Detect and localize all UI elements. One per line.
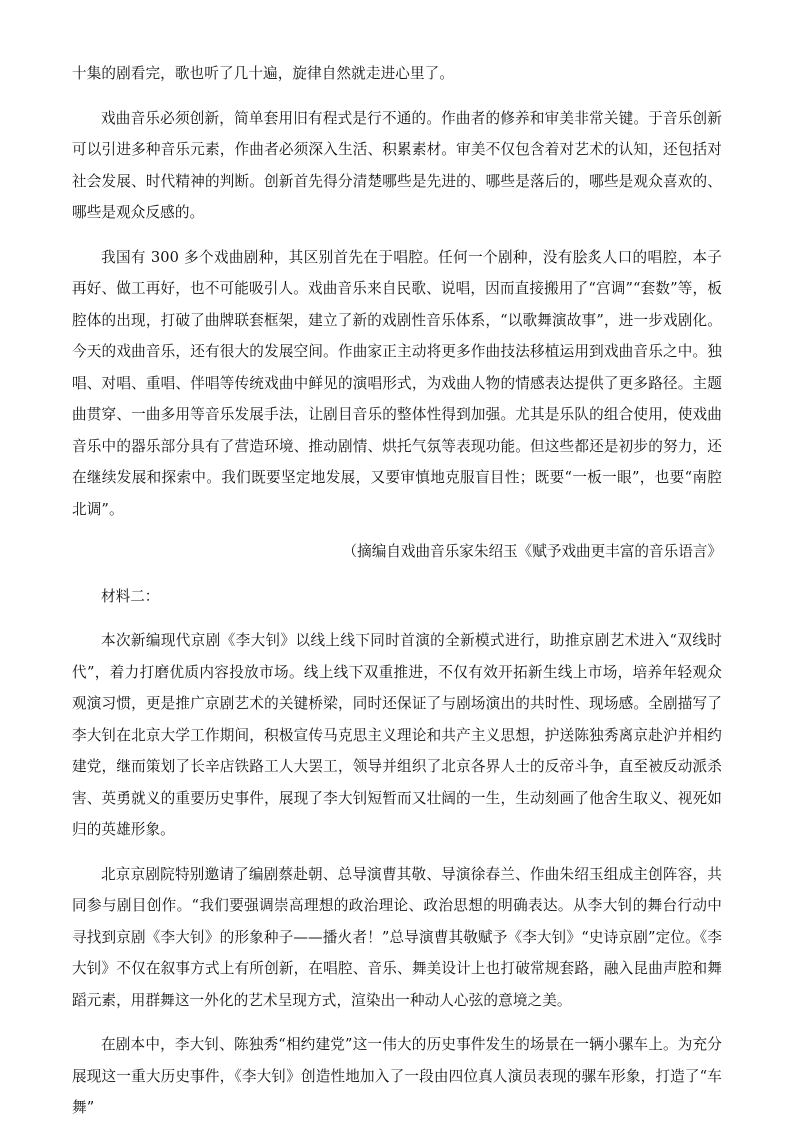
paragraph-creative-team: 北京京剧院特别邀请了编剧蔡赴朝、总导演曹其敬、导演徐春兰、作曲朱绍玉组成主创阵容，共同参与剧目创作。“我们要强调崇高理想的政治理论、政治思想的明确表达。从李大钊的舞台行动中寻找到京剧《李大钊》的形象种子——播火者！”总导演曹其敬赋予《李大钊》“史诗京剧”定位。《李大钊》不仅在叙事方式上有所创新，在唱腔、音乐、舞美设计上也打破常规套路，融入昆曲声腔和舞蹈元素，用群舞这一外化的艺术呈现方式，渲染出一种动人心弦的意境之美。	[72, 865, 722, 1009]
material-two-heading: 材料二：	[101, 587, 160, 605]
paragraph-carriage-dance: 在剧本中，李大钊、陈独秀“相约建党”这一伟大的历史事件发生的场景在一辆小骡车上。为充分展现这一重大历史事件，《李大钊》创造性地加入了一段由四位真人演员表现的骡车形象，打造了“车舞”	[72, 1036, 722, 1116]
paragraph-innovation: 戏曲音乐必须创新，简单套用旧有程式是行不通的。作曲者的修养和审美非常关键。于音乐创新可以引进多种音乐元素，作曲者必须深入生活、积累素材。审美不仅包含着对艺术的认知，还包括对社会发展、时代精神的判断。创新首先得分清楚哪些是先进的、哪些是落后的，哪些是观众喜欢的、哪些是观众反感的。	[72, 109, 722, 221]
source-citation: （摘编自戏曲音乐家朱绍玉《赋予戏曲更丰富的音乐语言》	[342, 543, 722, 560]
paragraph-li-dazhao-premiere: 本次新编现代京剧《李大钊》以线上线下同时首演的全新模式进行，助推京剧艺术进入“双线时代”，着力打磨优质内容投放市场。线上线下双重推进，不仅有效开拓新生线上市场，培养年轻观众观演习惯，更是推广京剧艺术的关键桥梁，同时还保证了与剧场演出的共时性、现场感。全剧描写了李大钊在北京大学工作期间，积极宣传马克思主义理论和共产主义思想，护送陈独秀离京赴沪并相约建党，继而策划了长辛店铁路工人大罢工，领导并组织了北京各界人士的反帝斗争，直至被反动派杀害、英勇就义的重要历史事件，展现了李大钊短暂而又壮阔的一生，生动刻画了他舍生取义、视死如归的英雄形象。	[72, 632, 722, 838]
paragraph-opera-genres: 我国有 300 多个戏曲剧种，其区别首先在于唱腔。任何一个剧种，没有脍炙人口的唱腔，本子再好、做工再好，也不可能吸引人。戏曲音乐来自民歌、说唱，因而直接搬用了“宫调”“套数”等，板腔体的出现，打破了曲牌联套框架，建立了新的戏剧性音乐体系，“以歌舞演故事”，进一步戏剧化。今天的戏曲音乐，还有很大的发展空间。作曲家正主动将更多作曲技法移植运用到戏曲音乐之中。独唱、对唱、重唱、伴唱等传统戏曲中鲜见的演唱形式，为戏曲人物的情感表达提供了更多路径。主题曲贯穿、一曲多用等音乐发展手法，让剧目音乐的整体性得到加强。尤其是乐队的组合使用，使戏曲音乐中的器乐部分具有了营造环境、推动剧情、烘托气氛等表现功能。但这些都还是初步的努力，还在继续发展和探索中。我们既要坚定地发展，又要审慎地克服盲目性；既要“一板一眼”，也要“南腔北调”。	[72, 248, 722, 518]
document-page	[72, 58, 722, 1124]
paragraph-continuation: 十集的剧看完，歌也听了几十遍，旋律自然就走进心里了。	[72, 65, 455, 82]
